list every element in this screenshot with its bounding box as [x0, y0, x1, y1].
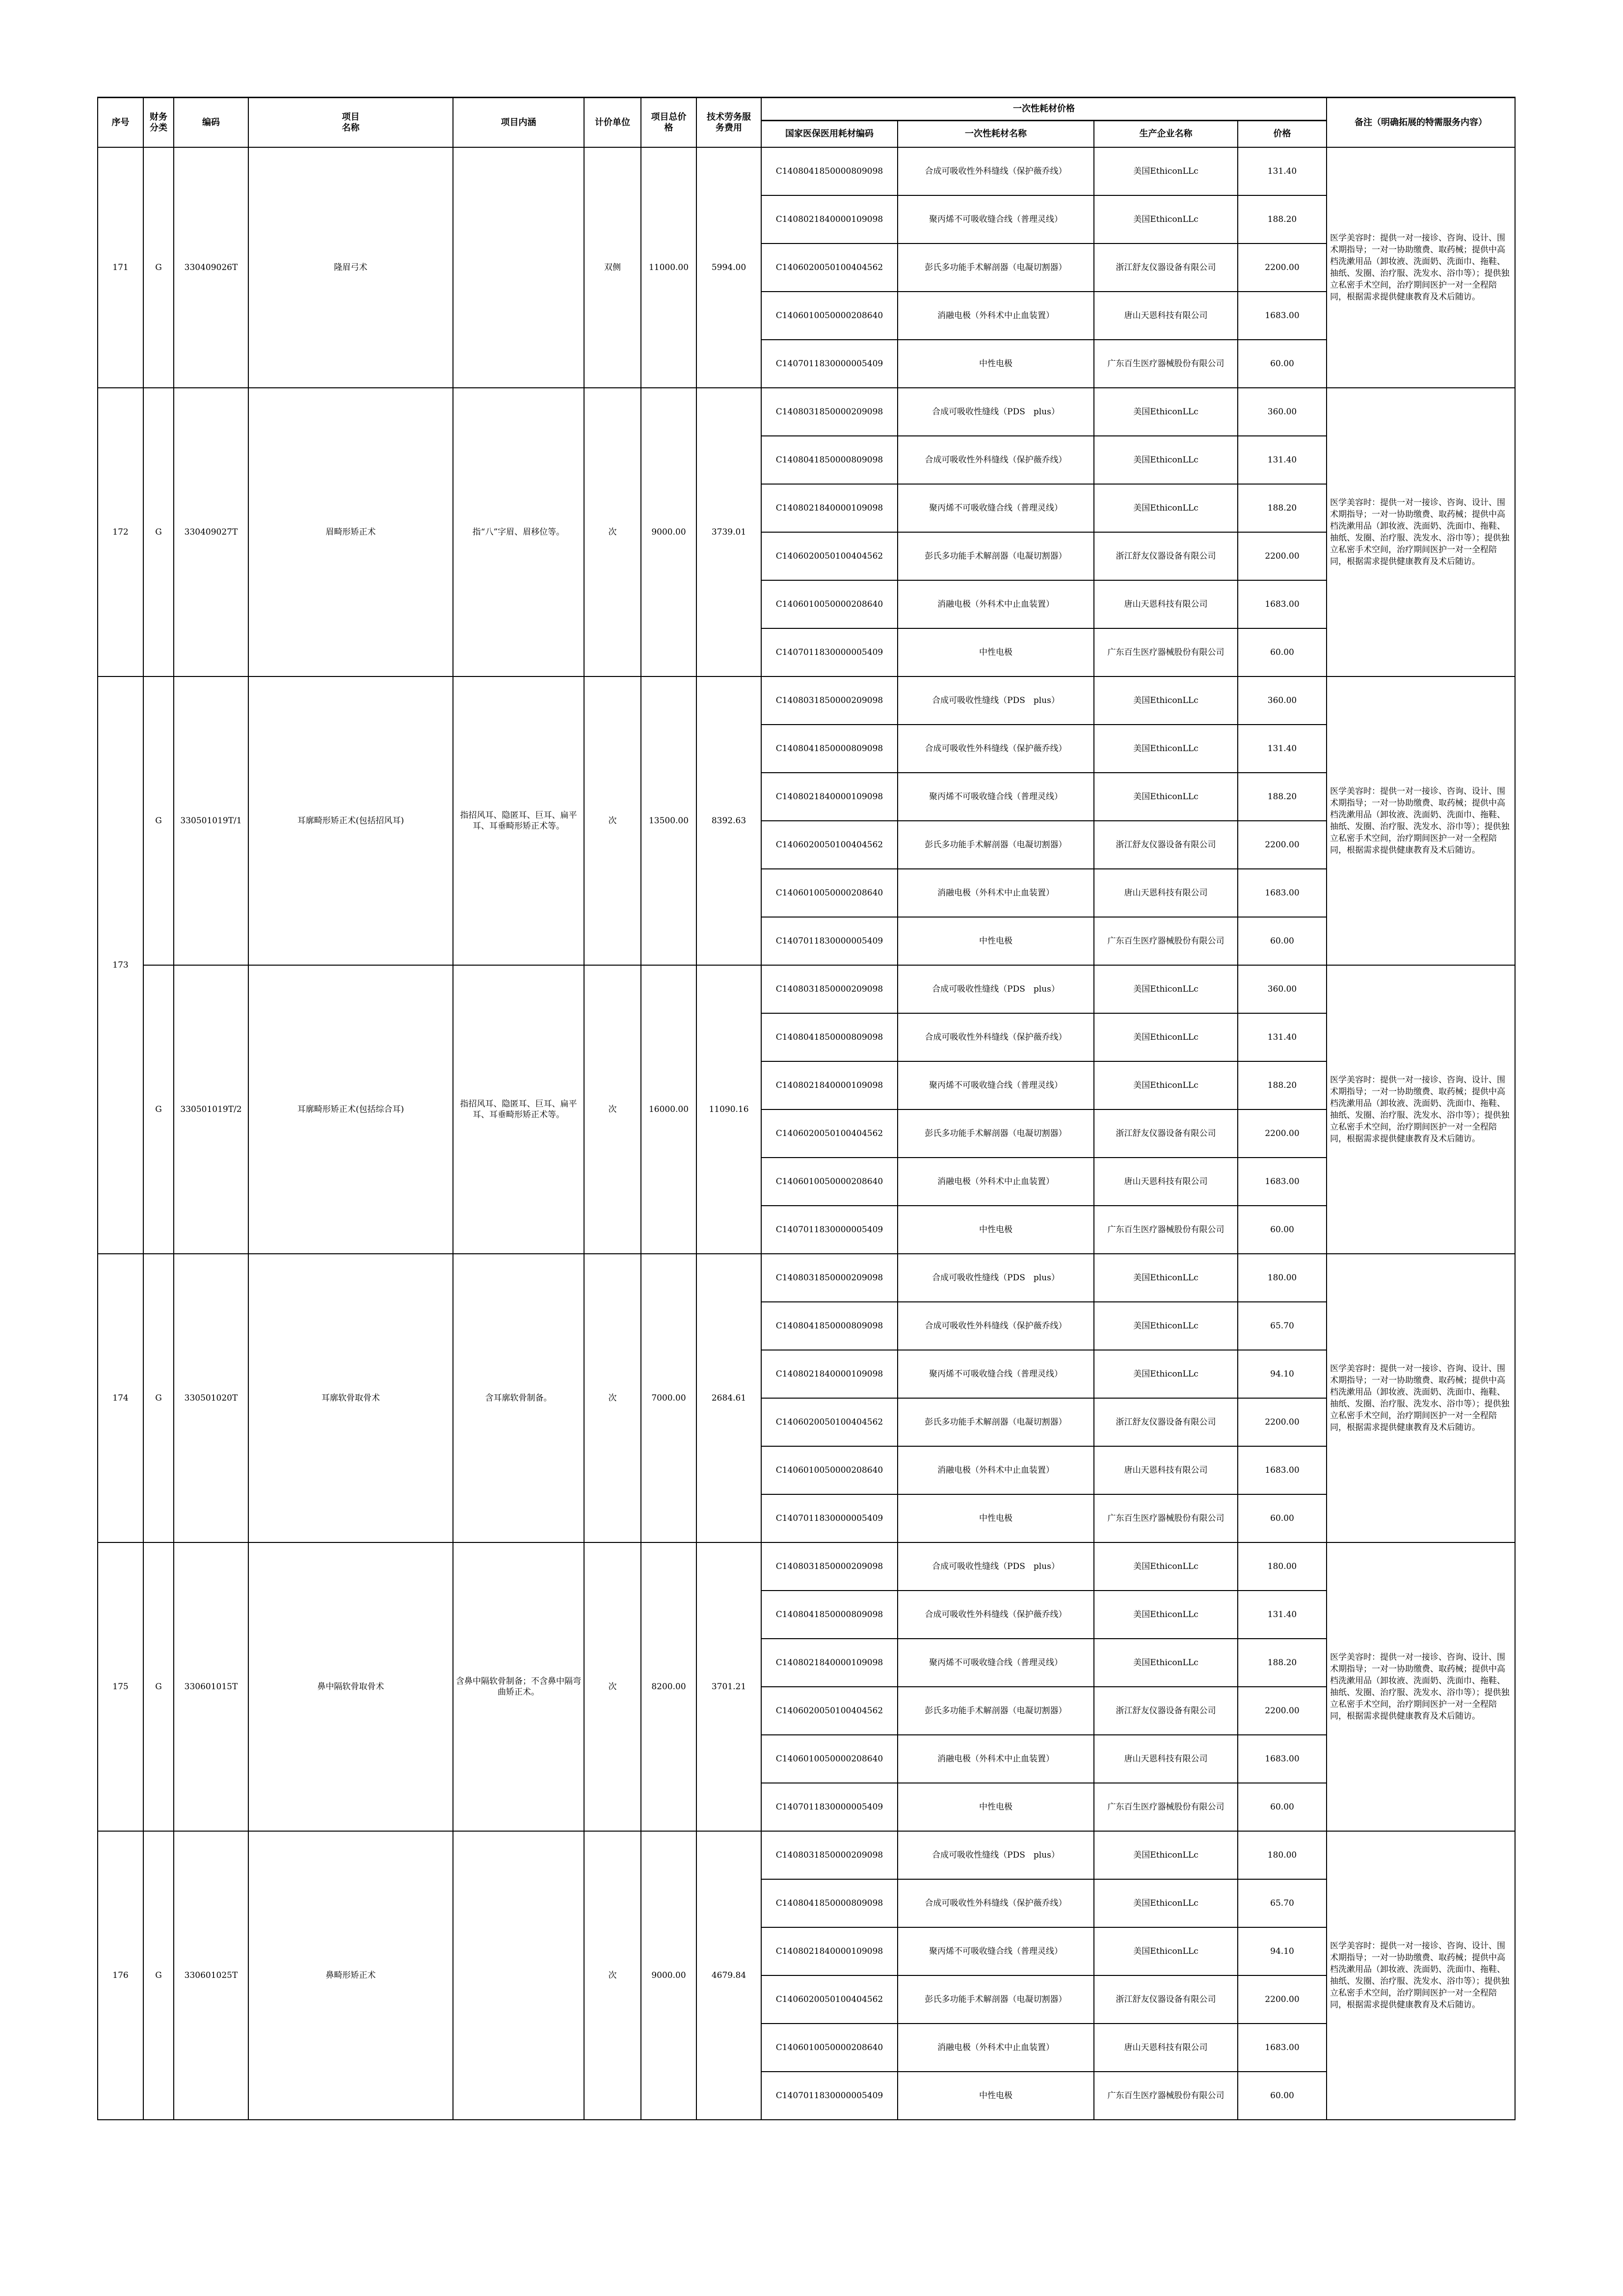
consumable-price: 131.40	[1238, 1591, 1327, 1639]
consumable-price: 180.00	[1238, 1542, 1327, 1591]
item-seq: 173	[98, 676, 143, 1254]
consumable-price: 1683.00	[1238, 1446, 1327, 1494]
consumable-name: 消融电极（外科术中止血装置）	[898, 1158, 1094, 1206]
consumable-code: C1406020050100404562	[761, 243, 898, 292]
consumable-maker: 美国EthiconLLc	[1094, 1061, 1238, 1109]
consumable-name: 聚丙烯不可吸收缝合线（普理灵线）	[898, 1350, 1094, 1398]
consumable-maker: 美国EthiconLLc	[1094, 1302, 1238, 1350]
consumable-price: 94.10	[1238, 1927, 1327, 1975]
consumable-price: 131.40	[1238, 147, 1327, 195]
consumable-price: 2200.00	[1238, 1398, 1327, 1446]
header-unit: 计价单位	[584, 98, 641, 148]
item-code: 330501020T	[174, 1254, 248, 1542]
consumable-name: 合成可吸收性外科缝线（保护薇乔线）	[898, 1302, 1094, 1350]
consumable-maker: 美国EthiconLLc	[1094, 436, 1238, 484]
item-seq: 176	[98, 1831, 143, 2120]
consumable-maker: 浙江舒友仪器设备有限公司	[1094, 243, 1238, 292]
consumable-name: 消融电极（外科术中止血装置）	[898, 292, 1094, 340]
consumable-code: C1408021840000109098	[761, 1927, 898, 1975]
consumable-price: 188.20	[1238, 1061, 1327, 1109]
consumable-name: 中性电极	[898, 1494, 1094, 1542]
consumable-code: C1406020050100404562	[761, 532, 898, 580]
consumable-code: C1407011830000005409	[761, 340, 898, 388]
consumable-price: 188.20	[1238, 773, 1327, 821]
consumable-price: 2200.00	[1238, 1975, 1327, 2024]
consumable-maker: 广东百生医疗器械股份有限公司	[1094, 1494, 1238, 1542]
consumable-name: 中性电极	[898, 2072, 1094, 2120]
price-table	[97, 97, 1516, 2120]
consumable-maker: 美国EthiconLLc	[1094, 195, 1238, 243]
consumable-maker: 浙江舒友仪器设备有限公司	[1094, 1975, 1238, 2024]
consumable-code: C1408031850000209098	[761, 676, 898, 725]
table-row	[98, 147, 1515, 195]
consumable-maker: 美国EthiconLLc	[1094, 1831, 1238, 1879]
consumable-price: 2200.00	[1238, 1687, 1327, 1735]
consumable-maker: 广东百生医疗器械股份有限公司	[1094, 340, 1238, 388]
consumable-price: 60.00	[1238, 2072, 1327, 2120]
consumable-price: 1683.00	[1238, 580, 1327, 628]
table-row	[98, 1254, 1515, 1302]
consumable-maker: 美国EthiconLLc	[1094, 965, 1238, 1013]
item-total-price: 13500.00	[641, 676, 696, 965]
consumable-name: 消融电极（外科术中止血装置）	[898, 1446, 1094, 1494]
consumable-code: C1406020050100404562	[761, 1687, 898, 1735]
item-name: 耳廓畸形矫正术(包括综合耳)	[248, 965, 453, 1254]
header-content: 项目内涵	[453, 98, 584, 148]
consumable-name: 消融电极（外科术中止血装置）	[898, 869, 1094, 917]
consumable-code: C1408041850000809098	[761, 1302, 898, 1350]
consumable-price: 94.10	[1238, 1350, 1327, 1398]
consumable-price: 188.20	[1238, 1639, 1327, 1687]
consumable-maker: 唐山天恩科技有限公司	[1094, 580, 1238, 628]
consumable-code: C1406010050000208640	[761, 1158, 898, 1206]
item-remark: 医学美容时：提供一对一接诊、咨询、设计、围术期指导；一对一协助缴费、取药械；提供中高档洗漱用品（卸妆液、洗面奶、洗面巾、拖鞋、抽纸、发圈、治疗服、洗发水、浴巾等）；提供独立私密手术空间，治疗期间医护一对一全程陪同，根据需求提供健康教育及术后随访。	[1327, 965, 1515, 1254]
item-remark: 医学美容时：提供一对一接诊、咨询、设计、围术期指导；一对一协助缴费、取药械；提供中高档洗漱用品（卸妆液、洗面奶、洗面巾、拖鞋、抽纸、发圈、治疗服、洗发水、浴巾等）；提供独立私密手术空间，治疗期间医护一对一全程陪同，根据需求提供健康教育及术后随访。	[1327, 1542, 1515, 1831]
consumable-name: 彭氏多功能手术解剖器（电凝切割器）	[898, 1975, 1094, 2024]
consumable-name: 聚丙烯不可吸收缝合线（普理灵线）	[898, 484, 1094, 532]
consumable-code: C1406010050000208640	[761, 580, 898, 628]
consumable-price: 180.00	[1238, 1254, 1327, 1302]
item-code: 330409027T	[174, 388, 248, 676]
consumable-price: 131.40	[1238, 1013, 1327, 1061]
consumable-code: C1406010050000208640	[761, 1735, 898, 1783]
consumable-code: C1406020050100404562	[761, 1975, 898, 2024]
item-remark: 医学美容时：提供一对一接诊、咨询、设计、围术期指导；一对一协助缴费、取药械；提供中高档洗漱用品（卸妆液、洗面奶、洗面巾、拖鞋、抽纸、发圈、治疗服、洗发水、浴巾等）；提供独立私密手术空间，治疗期间医护一对一全程陪同，根据需求提供健康教育及术后随访。	[1327, 388, 1515, 676]
item-code: 330601015T	[174, 1542, 248, 1831]
consumable-code: C1406020050100404562	[761, 1109, 898, 1158]
consumable-code: C1408041850000809098	[761, 436, 898, 484]
header-consumable-code: 国家医保医用耗材编码	[761, 121, 898, 148]
consumable-name: 消融电极（外科术中止血装置）	[898, 580, 1094, 628]
item-tech-fee: 3739.01	[696, 388, 761, 676]
consumable-maker: 唐山天恩科技有限公司	[1094, 1158, 1238, 1206]
consumable-name: 彭氏多功能手术解剖器（电凝切割器）	[898, 821, 1094, 869]
consumable-name: 中性电极	[898, 1783, 1094, 1831]
item-remark: 医学美容时：提供一对一接诊、咨询、设计、围术期指导；一对一协助缴费、取药械；提供中高档洗漱用品（卸妆液、洗面奶、洗面巾、拖鞋、抽纸、发圈、治疗服、洗发水、浴巾等）；提供独立私密手术空间，治疗期间医护一对一全程陪同，根据需求提供健康教育及术后随访。	[1327, 1254, 1515, 1542]
consumable-code: C1408031850000209098	[761, 1831, 898, 1879]
consumable-price: 188.20	[1238, 484, 1327, 532]
item-unit: 次	[584, 965, 641, 1254]
consumable-code: C1406010050000208640	[761, 869, 898, 917]
consumable-price: 65.70	[1238, 1879, 1327, 1927]
table-row	[98, 1831, 1515, 1879]
consumable-price: 360.00	[1238, 965, 1327, 1013]
table-body	[98, 147, 1515, 2120]
consumable-code: C1406010050000208640	[761, 292, 898, 340]
table-row	[98, 388, 1515, 436]
item-fin-cat: G	[143, 147, 174, 388]
consumable-code: C1408021840000109098	[761, 1061, 898, 1109]
header-price: 价格	[1238, 121, 1327, 148]
consumable-name: 合成可吸收性外科缝线（保护薇乔线）	[898, 436, 1094, 484]
header-manufacturer: 生产企业名称	[1094, 121, 1238, 148]
item-total-price: 16000.00	[641, 965, 696, 1254]
item-tech-fee: 3701.21	[696, 1542, 761, 1831]
consumable-code: C1406020050100404562	[761, 1398, 898, 1446]
consumable-name: 聚丙烯不可吸收缝合线（普理灵线）	[898, 195, 1094, 243]
consumable-code: C1406010050000208640	[761, 1446, 898, 1494]
item-code: 330409026T	[174, 147, 248, 388]
consumable-maker: 美国EthiconLLc	[1094, 1927, 1238, 1975]
consumable-price: 131.40	[1238, 725, 1327, 773]
consumable-maker: 美国EthiconLLc	[1094, 1542, 1238, 1591]
item-seq: 172	[98, 388, 143, 676]
table-row	[98, 1542, 1515, 1591]
consumable-maker: 广东百生医疗器械股份有限公司	[1094, 628, 1238, 676]
consumable-maker: 美国EthiconLLc	[1094, 1254, 1238, 1302]
consumable-price: 360.00	[1238, 388, 1327, 436]
consumable-maker: 美国EthiconLLc	[1094, 388, 1238, 436]
header-item-name: 项目 名称	[248, 98, 453, 148]
consumable-code: C1406020050100404562	[761, 821, 898, 869]
item-unit: 次	[584, 1254, 641, 1542]
consumable-name: 聚丙烯不可吸收缝合线（普理灵线）	[898, 773, 1094, 821]
item-code: 330501019T/2	[174, 965, 248, 1254]
item-unit: 次	[584, 388, 641, 676]
consumable-maker: 唐山天恩科技有限公司	[1094, 1446, 1238, 1494]
consumable-name: 中性电极	[898, 628, 1094, 676]
table-row	[98, 965, 1515, 1013]
item-fin-cat: G	[143, 1542, 174, 1831]
consumable-name: 合成可吸收性缝线（PDS plus）	[898, 1831, 1094, 1879]
consumable-code: C1408021840000109098	[761, 1350, 898, 1398]
consumable-price: 1683.00	[1238, 1735, 1327, 1783]
consumable-name: 聚丙烯不可吸收缝合线（普理灵线）	[898, 1061, 1094, 1109]
consumable-maker: 广东百生医疗器械股份有限公司	[1094, 1783, 1238, 1831]
item-content: 指“八”字眉、眉移位等。	[453, 388, 584, 676]
consumable-maker: 美国EthiconLLc	[1094, 676, 1238, 725]
item-name: 隆眉弓术	[248, 147, 453, 388]
header-total-price: 项目总价 格	[641, 98, 696, 148]
consumable-price: 60.00	[1238, 917, 1327, 965]
item-seq: 175	[98, 1542, 143, 1831]
item-unit: 次	[584, 1542, 641, 1831]
consumable-code: C1408031850000209098	[761, 965, 898, 1013]
item-tech-fee: 8392.63	[696, 676, 761, 965]
consumable-maker: 美国EthiconLLc	[1094, 1879, 1238, 1927]
consumable-maker: 唐山天恩科技有限公司	[1094, 869, 1238, 917]
consumable-name: 彭氏多功能手术解剖器（电凝切割器）	[898, 1109, 1094, 1158]
consumable-name: 合成可吸收性外科缝线（保护薇乔线）	[898, 1013, 1094, 1061]
item-seq: 174	[98, 1254, 143, 1542]
consumable-code: C1407011830000005409	[761, 917, 898, 965]
item-total-price: 7000.00	[641, 1254, 696, 1542]
consumable-maker: 美国EthiconLLc	[1094, 1639, 1238, 1687]
item-name: 耳廓软骨取骨术	[248, 1254, 453, 1542]
item-name: 鼻畸形矫正术	[248, 1831, 453, 2120]
item-tech-fee: 4679.84	[696, 1831, 761, 2120]
consumable-maker: 浙江舒友仪器设备有限公司	[1094, 532, 1238, 580]
consumable-name: 聚丙烯不可吸收缝合线（普理灵线）	[898, 1927, 1094, 1975]
item-name: 眉畸形矫正术	[248, 388, 453, 676]
consumable-code: C1408031850000209098	[761, 388, 898, 436]
consumable-price: 360.00	[1238, 676, 1327, 725]
item-remark: 医学美容时：提供一对一接诊、咨询、设计、围术期指导；一对一协助缴费、取药械；提供中高档洗漱用品（卸妆液、洗面奶、洗面巾、拖鞋、抽纸、发圈、治疗服、洗发水、浴巾等）；提供独立私密手术空间，治疗期间医护一对一全程陪同，根据需求提供健康教育及术后随访。	[1327, 147, 1515, 388]
consumable-price: 2200.00	[1238, 243, 1327, 292]
item-fin-cat: G	[143, 1254, 174, 1542]
consumable-code: C1407011830000005409	[761, 1494, 898, 1542]
consumable-code: C1407011830000005409	[761, 1206, 898, 1254]
consumable-code: C1407011830000005409	[761, 1783, 898, 1831]
consumable-name: 消融电极（外科术中止血装置）	[898, 1735, 1094, 1783]
header-remark: 备注（明确拓展的特需服务内容）	[1327, 98, 1515, 148]
consumable-name: 合成可吸收性缝线（PDS plus）	[898, 676, 1094, 725]
consumable-price: 2200.00	[1238, 1109, 1327, 1158]
consumable-maker: 唐山天恩科技有限公司	[1094, 2024, 1238, 2072]
item-fin-cat: G	[143, 388, 174, 676]
item-name: 耳廓畸形矫正术(包括招风耳)	[248, 676, 453, 965]
header-code: 编码	[174, 98, 248, 148]
item-content	[453, 147, 584, 388]
header-fin-cat: 财务 分类	[143, 98, 174, 148]
consumable-maker: 浙江舒友仪器设备有限公司	[1094, 821, 1238, 869]
consumable-code: C1408021840000109098	[761, 773, 898, 821]
item-total-price: 9000.00	[641, 388, 696, 676]
consumable-code: C1408041850000809098	[761, 1591, 898, 1639]
item-fin-cat: G	[143, 965, 174, 1254]
item-content: 指招风耳、隐匿耳、巨耳、扁平耳、耳垂畸形矫正术等。	[453, 965, 584, 1254]
consumable-name: 合成可吸收性外科缝线（保护薇乔线）	[898, 147, 1094, 195]
consumable-name: 彭氏多功能手术解剖器（电凝切割器）	[898, 1398, 1094, 1446]
consumable-maker: 美国EthiconLLc	[1094, 484, 1238, 532]
consumable-maker: 美国EthiconLLc	[1094, 147, 1238, 195]
item-fin-cat: G	[143, 1831, 174, 2120]
consumable-name: 合成可吸收性外科缝线（保护薇乔线）	[898, 1591, 1094, 1639]
item-unit: 次	[584, 676, 641, 965]
item-fin-cat: G	[143, 676, 174, 965]
consumable-name: 合成可吸收性外科缝线（保护薇乔线）	[898, 725, 1094, 773]
consumable-price: 131.40	[1238, 436, 1327, 484]
consumable-price: 1683.00	[1238, 869, 1327, 917]
consumable-maker: 广东百生医疗器械股份有限公司	[1094, 917, 1238, 965]
consumable-price: 60.00	[1238, 1494, 1327, 1542]
item-content: 指招风耳、隐匿耳、巨耳、扁平耳、耳垂畸形矫正术等。	[453, 676, 584, 965]
consumable-name: 中性电极	[898, 1206, 1094, 1254]
consumable-price: 2200.00	[1238, 532, 1327, 580]
consumable-code: C1408031850000209098	[761, 1542, 898, 1591]
consumable-maker: 美国EthiconLLc	[1094, 1013, 1238, 1061]
consumable-maker: 唐山天恩科技有限公司	[1094, 1735, 1238, 1783]
consumable-price: 180.00	[1238, 1831, 1327, 1879]
header-row-1	[98, 98, 1515, 121]
consumable-name: 合成可吸收性缝线（PDS plus）	[898, 1254, 1094, 1302]
consumable-code: C1408041850000809098	[761, 725, 898, 773]
consumable-maker: 浙江舒友仪器设备有限公司	[1094, 1398, 1238, 1446]
consumable-maker: 美国EthiconLLc	[1094, 1591, 1238, 1639]
consumable-code: C1408041850000809098	[761, 147, 898, 195]
item-total-price: 9000.00	[641, 1831, 696, 2120]
header-tech-fee: 技术劳务服 务费用	[696, 98, 761, 148]
consumable-price: 2200.00	[1238, 821, 1327, 869]
consumable-price: 1683.00	[1238, 1158, 1327, 1206]
consumable-maker: 浙江舒友仪器设备有限公司	[1094, 1687, 1238, 1735]
consumable-name: 彭氏多功能手术解剖器（电凝切割器）	[898, 243, 1094, 292]
item-tech-fee: 5994.00	[696, 147, 761, 388]
consumable-price: 60.00	[1238, 1206, 1327, 1254]
item-unit: 双侧	[584, 147, 641, 388]
consumable-name: 合成可吸收性外科缝线（保护薇乔线）	[898, 1879, 1094, 1927]
consumable-code: C1408021840000109098	[761, 484, 898, 532]
item-total-price: 8200.00	[641, 1542, 696, 1831]
item-total-price: 11000.00	[641, 147, 696, 388]
consumable-maker: 美国EthiconLLc	[1094, 773, 1238, 821]
item-content: 含鼻中隔软骨制备；不含鼻中隔弯曲矫正术。	[453, 1542, 584, 1831]
consumable-name: 合成可吸收性缝线（PDS plus）	[898, 965, 1094, 1013]
consumable-code: C1408031850000209098	[761, 1254, 898, 1302]
header-consumables-group: 一次性耗材价格	[761, 98, 1327, 121]
item-name: 鼻中隔软骨取骨术	[248, 1542, 453, 1831]
consumable-code: C1408021840000109098	[761, 1639, 898, 1687]
consumable-price: 1683.00	[1238, 2024, 1327, 2072]
item-remark: 医学美容时：提供一对一接诊、咨询、设计、围术期指导；一对一协助缴费、取药械；提供中高档洗漱用品（卸妆液、洗面奶、洗面巾、拖鞋、抽纸、发圈、治疗服、洗发水、浴巾等）；提供独立私密手术空间，治疗期间医护一对一全程陪同，根据需求提供健康教育及术后随访。	[1327, 676, 1515, 965]
item-content: 含耳廓软骨制备。	[453, 1254, 584, 1542]
consumable-code: C1408041850000809098	[761, 1879, 898, 1927]
consumable-maker: 广东百生医疗器械股份有限公司	[1094, 1206, 1238, 1254]
consumable-name: 消融电极（外科术中止血装置）	[898, 2024, 1094, 2072]
table-row	[98, 676, 1515, 725]
consumable-name: 合成可吸收性缝线（PDS plus）	[898, 1542, 1094, 1591]
item-code: 330501019T/1	[174, 676, 248, 965]
consumable-name: 聚丙烯不可吸收缝合线（普理灵线）	[898, 1639, 1094, 1687]
header-consumable-name: 一次性耗材名称	[898, 121, 1094, 148]
consumable-maker: 美国EthiconLLc	[1094, 1350, 1238, 1398]
consumable-maker: 美国EthiconLLc	[1094, 725, 1238, 773]
consumable-name: 中性电极	[898, 917, 1094, 965]
consumable-code: C1408041850000809098	[761, 1013, 898, 1061]
consumable-maker: 浙江舒友仪器设备有限公司	[1094, 1109, 1238, 1158]
item-tech-fee: 11090.16	[696, 965, 761, 1254]
item-content	[453, 1831, 584, 2120]
consumable-name: 合成可吸收性缝线（PDS plus）	[898, 388, 1094, 436]
header-seq: 序号	[98, 98, 143, 148]
consumable-price: 60.00	[1238, 1783, 1327, 1831]
consumable-name: 彭氏多功能手术解剖器（电凝切割器）	[898, 1687, 1094, 1735]
consumable-price: 65.70	[1238, 1302, 1327, 1350]
consumable-code: C1407011830000005409	[761, 628, 898, 676]
item-seq: 171	[98, 147, 143, 388]
consumable-price: 60.00	[1238, 628, 1327, 676]
consumable-code: C1406010050000208640	[761, 2024, 898, 2072]
consumable-name: 彭氏多功能手术解剖器（电凝切割器）	[898, 532, 1094, 580]
consumable-code: C1408021840000109098	[761, 195, 898, 243]
consumable-price: 1683.00	[1238, 292, 1327, 340]
consumable-name: 中性电极	[898, 340, 1094, 388]
consumable-price: 188.20	[1238, 195, 1327, 243]
item-unit: 次	[584, 1831, 641, 2120]
item-tech-fee: 2684.61	[696, 1254, 761, 1542]
item-code: 330601025T	[174, 1831, 248, 2120]
item-remark: 医学美容时：提供一对一接诊、咨询、设计、围术期指导；一对一协助缴费、取药械；提供中高档洗漱用品（卸妆液、洗面奶、洗面巾、拖鞋、抽纸、发圈、治疗服、洗发水、浴巾等）；提供独立私密手术空间，治疗期间医护一对一全程陪同，根据需求提供健康教育及术后随访。	[1327, 1831, 1515, 2120]
consumable-code: C1407011830000005409	[761, 2072, 898, 2120]
consumable-price: 60.00	[1238, 340, 1327, 388]
consumable-maker: 广东百生医疗器械股份有限公司	[1094, 2072, 1238, 2120]
consumable-maker: 唐山天恩科技有限公司	[1094, 292, 1238, 340]
